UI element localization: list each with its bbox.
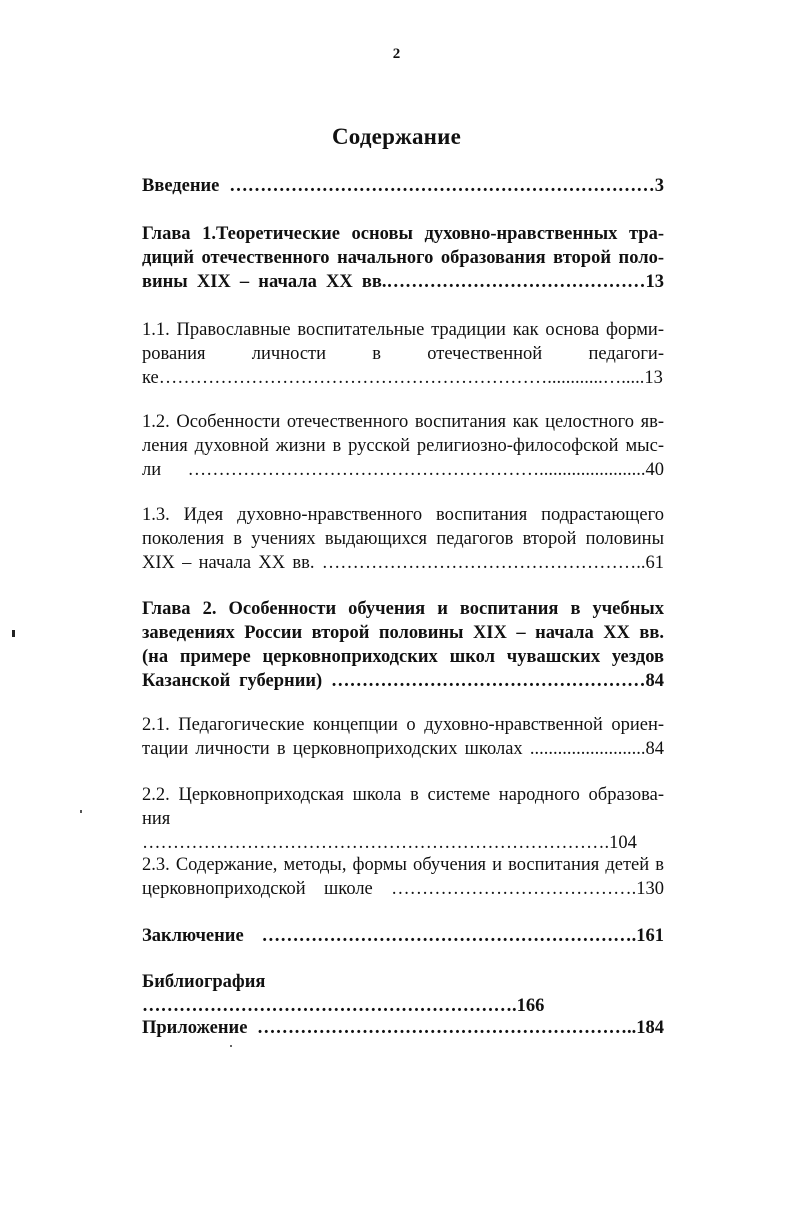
toc-conclusion: Заключение …………………………………………………….161 (142, 926, 664, 946)
page-number: 2 (392, 46, 401, 62)
toc-section-1-3-line1: 1.3. Идея духовно-нравственного воспитания подрастающего (142, 505, 664, 525)
toc-chapter2-line2: заведениях России второй половины XIX – начала XX вв. (142, 623, 664, 643)
toc-bibliography: Библиография …………………………………………………….166 (142, 972, 545, 1016)
toc-section-1-1-line3: ке………………………………………………………............….....13 (142, 368, 663, 388)
toc-chapter2-line3: (на примере церковноприходских школ чувашских уездов (142, 647, 664, 667)
toc-section-2-3-line1: 2.3. Содержание, методы, формы обучения и воспитания детей в (142, 855, 664, 875)
toc-section-1-3-line2: поколения в учениях выдающихся педагогов второй половины (142, 529, 664, 549)
toc-section-2-1-line1: 2.1. Педагогические концепции о духовно-нравственной ориен- (142, 715, 664, 735)
toc-section-2-2-line2: ния ………………………………………………………………….104 (142, 809, 637, 853)
toc-chapter1-line2: диций отечественного начального образования второй поло- (142, 248, 664, 268)
toc-chapter2-line4: Казанской губернии) ……………………………………………84 (142, 671, 664, 691)
toc-chapter1-line1: Глава 1.Теоретические основы духовно-нравственных тра- (142, 224, 664, 244)
scan-speck (230, 1045, 232, 1047)
toc-intro: Введение ……………………………………………………………3 (142, 176, 664, 196)
toc-section-1-2-line3: ли ………………………………………………….......................40 (142, 460, 664, 480)
scan-speck (12, 630, 15, 637)
toc-section-1-1-line2: рования личности в отечественной педагоги- (142, 344, 664, 364)
toc-section-1-2-line2: ления духовной жизни в русской религиозно-философской мыс- (142, 436, 664, 456)
toc-appendix: Приложение ……………………………………………………..184 (142, 1018, 664, 1038)
scan-speck (80, 810, 82, 813)
toc-section-1-2-line1: 1.2. Особенности отечественного воспитания как целостного яв- (142, 412, 664, 432)
toc-chapter2-line1: Глава 2. Особенности обучения и воспитания в учебных (142, 599, 664, 619)
toc-section-1-3-line3: XIX – начала XX вв. ……………………………………………..61 (142, 553, 664, 573)
toc-section-1-1-line1: 1.1. Православные воспитательные традиции как основа форми- (142, 320, 664, 340)
toc-section-2-1-line2: тации личности в церковноприходских школах .........................84 (142, 739, 664, 759)
toc-section-2-2-line1: 2.2. Церковноприходская школа в системе народного образова- (142, 785, 664, 805)
toc-section-2-3-line2: церковноприходской школе ………………………………….130 (142, 879, 664, 899)
toc-chapter1-line3: вины XIX – начала XX вв.……………………………………13 (142, 272, 664, 292)
page-title: Содержание (332, 124, 461, 149)
